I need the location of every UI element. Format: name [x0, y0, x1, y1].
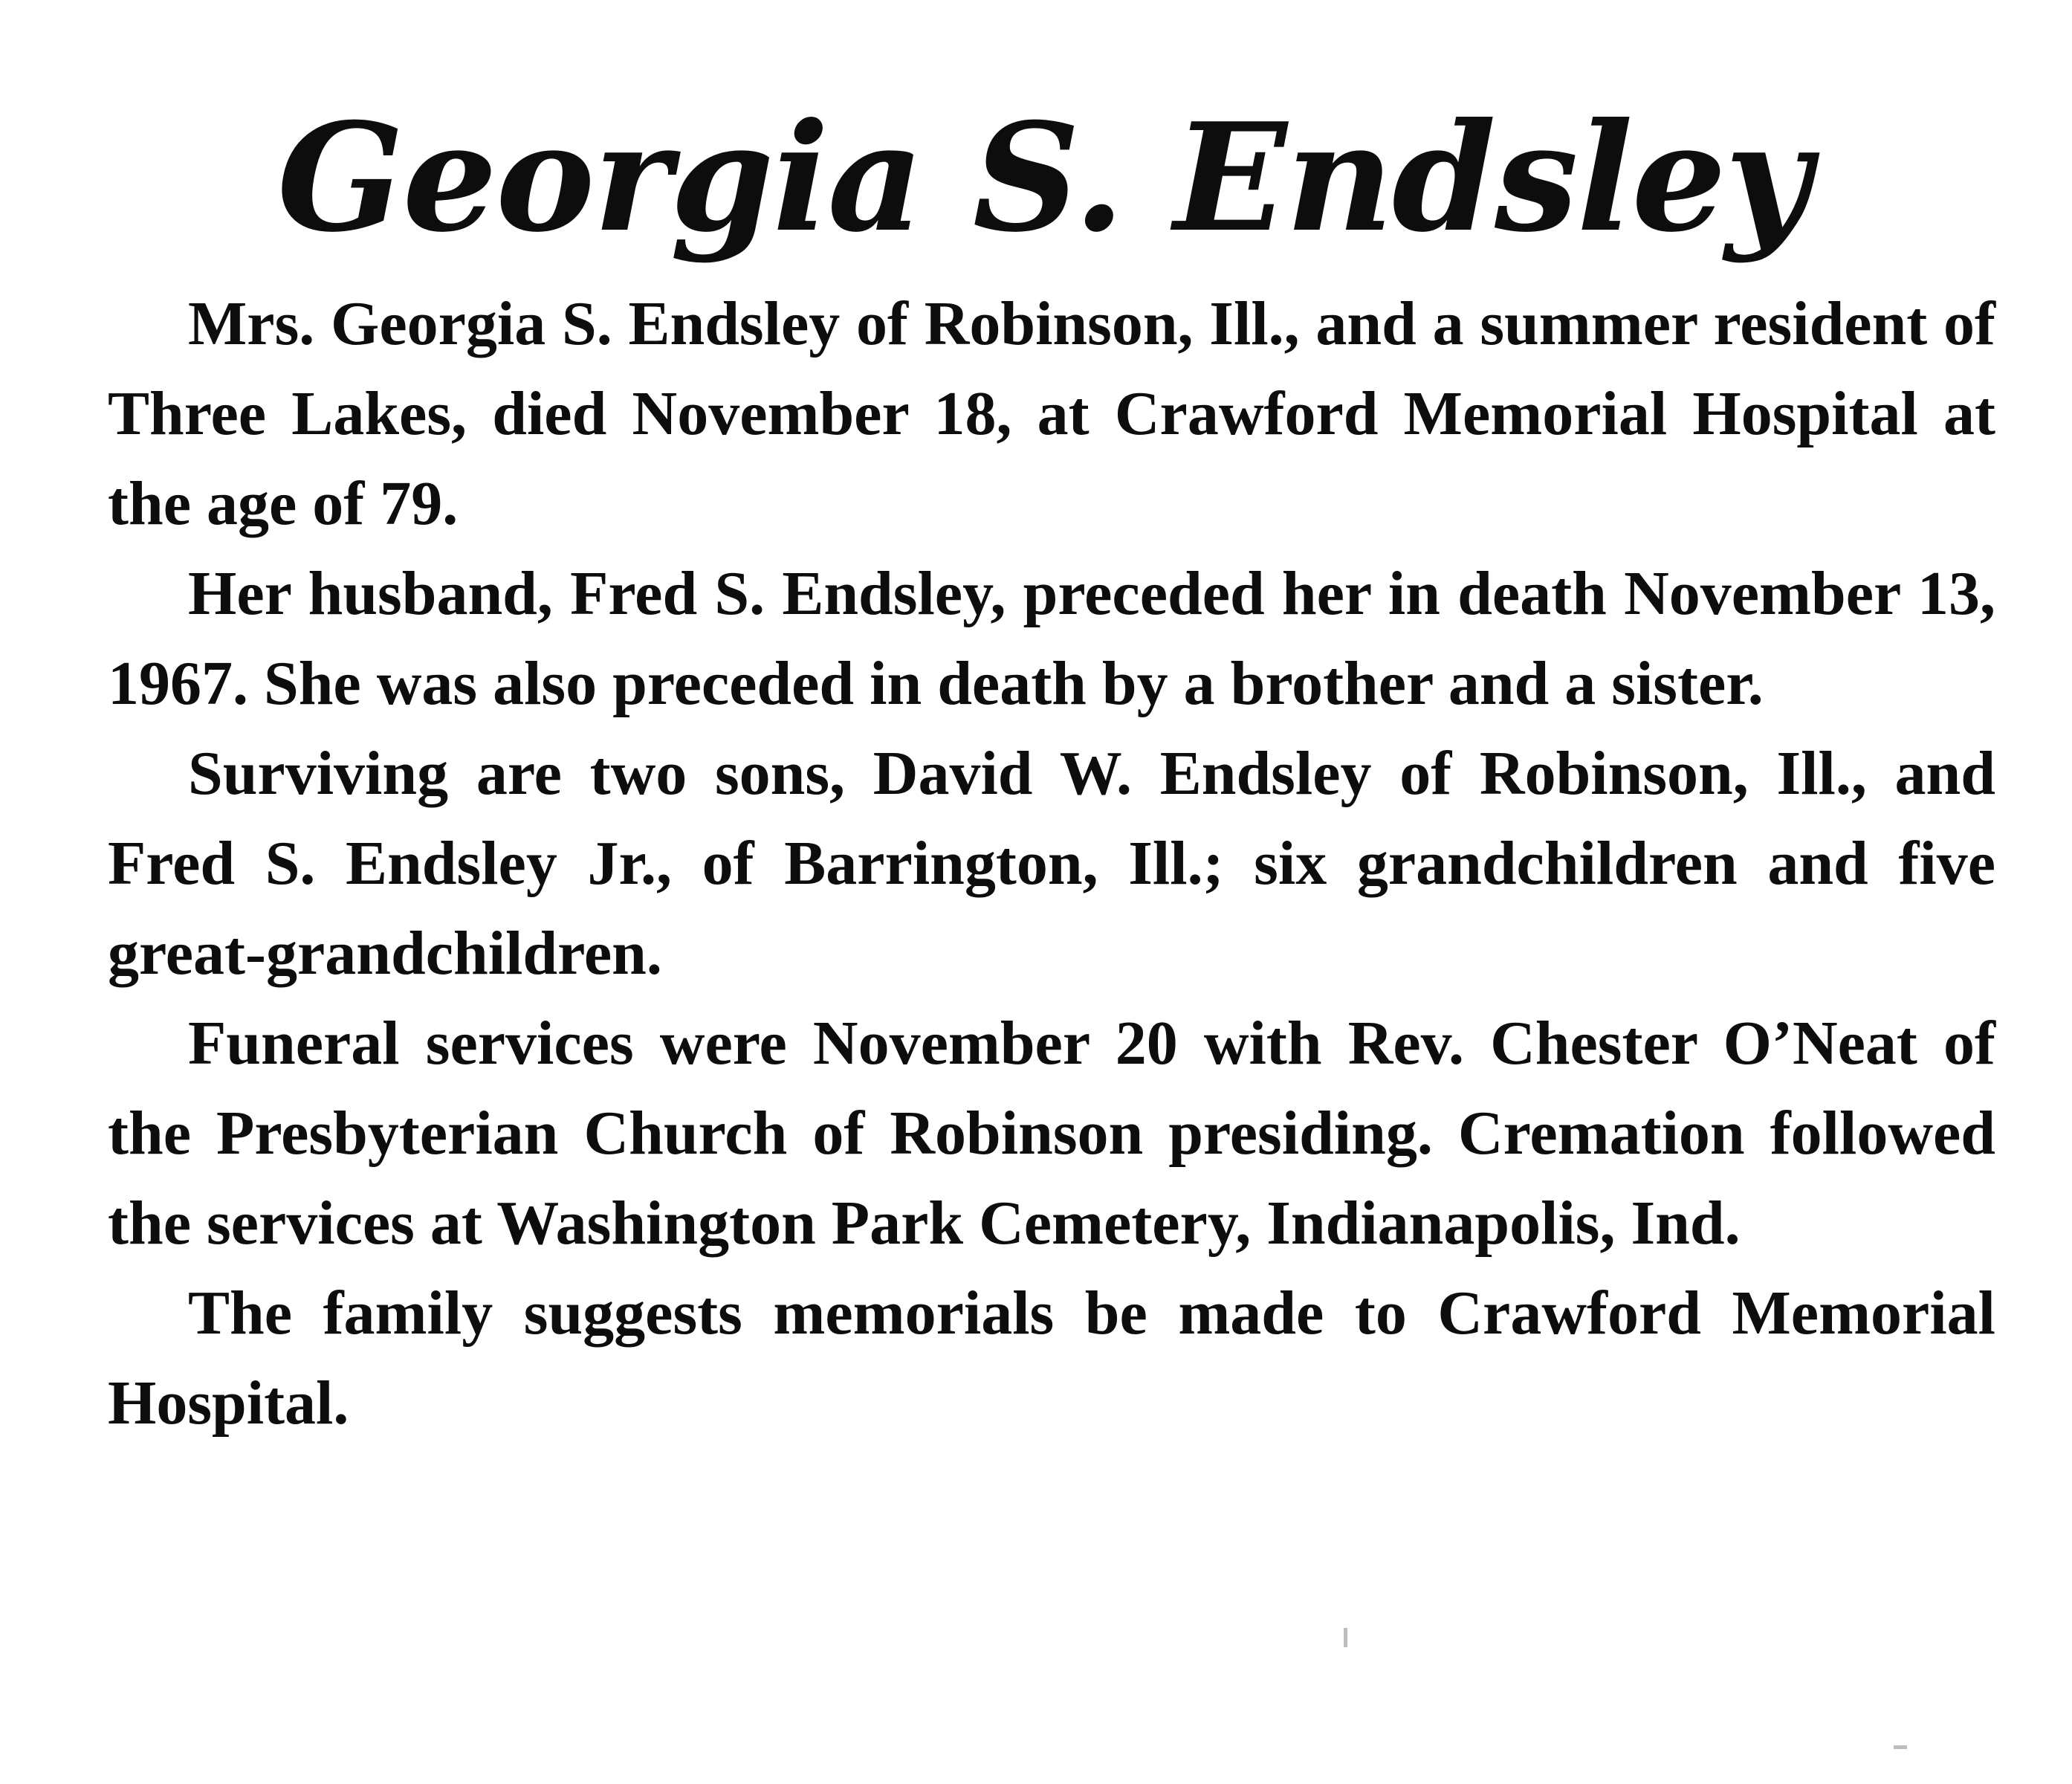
paragraph-preceded-in-death: Her husband, Fred S. Endsley, preceded her in death November 13, 1967. She was also preceded in death by a brother and a sister. [108, 559, 1995, 718]
paragraph-funeral-services: Funeral services were November 20 with Rev. Chester O’Neat of the Presbyterian Church of Robinson presiding. Cremation followed the services at Washington Park Cemetery, Indianapolis, Ind. [108, 1009, 1995, 1258]
paragraph-survivors: Surviving are two sons, David W. Endsley of Robinson, Ill., and Fred S. Endsley Jr., of Barrington, Ill.; six grandchildren and five great-grandchildren. [108, 739, 1995, 988]
scan-speck [1344, 1628, 1347, 1647]
obituary-headline: Georgia S. Endsley [276, 91, 1810, 265]
scan-speck [1894, 1745, 1907, 1749]
obituary-body [108, 279, 1995, 1448]
paragraph-death-notice: Mrs. Georgia S. Endsley of Robinson, Ill., and a summer resident of Three Lakes, died November 18, at Crawford Memorial Hospital at the age of 79. [108, 289, 1995, 538]
paragraph-memorials: The family suggests memorials be made to Crawford Memorial Hospital. [108, 1279, 1995, 1438]
